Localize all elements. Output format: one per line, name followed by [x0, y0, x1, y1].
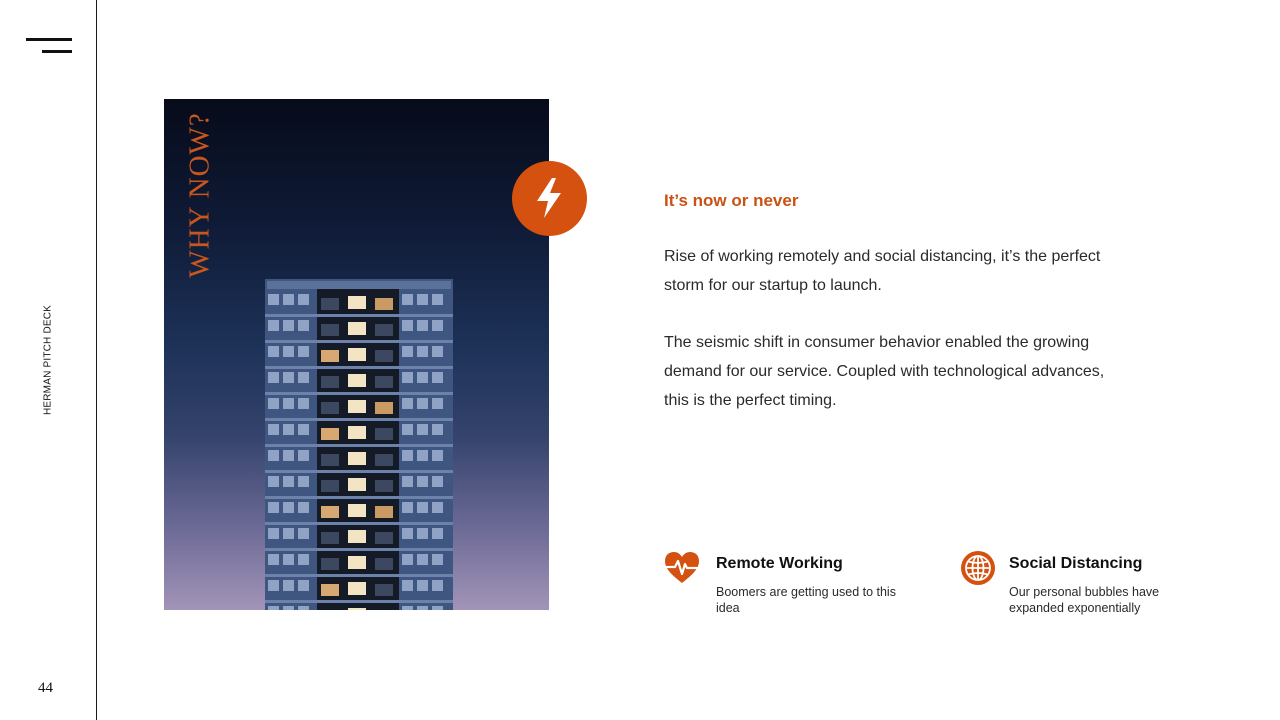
feature-description: Boomers are getting used to this idea: [716, 585, 896, 615]
floor-band: [265, 392, 453, 395]
balcony-window: [321, 480, 339, 492]
floor-band: [265, 366, 453, 369]
window: [268, 294, 279, 305]
lit-window: [348, 348, 366, 361]
balcony-window: [375, 324, 393, 336]
window: [298, 398, 309, 409]
balcony-window: [321, 506, 339, 518]
window: [298, 424, 309, 435]
window: [283, 554, 294, 565]
window: [402, 580, 413, 591]
window: [402, 502, 413, 513]
window: [283, 424, 294, 435]
window: [298, 294, 309, 305]
window: [268, 528, 279, 539]
window: [298, 528, 309, 539]
lit-window: [348, 608, 366, 610]
photo-overlay-title: WHY NOW?: [183, 112, 216, 278]
window: [417, 476, 428, 487]
window: [268, 424, 279, 435]
window: [432, 372, 443, 383]
window: [417, 346, 428, 357]
balcony-window: [321, 376, 339, 388]
window: [402, 372, 413, 383]
window: [268, 606, 279, 610]
window: [417, 398, 428, 409]
balcony-window: [375, 376, 393, 388]
feature-description: Our personal bubbles have expanded exponentially: [1009, 585, 1160, 615]
body-paragraph-1: Rise of working remotely and social distancing, it’s the perfect storm for our startup to launch.: [664, 248, 1101, 294]
window: [432, 554, 443, 565]
window: [417, 580, 428, 591]
floor-band: [265, 522, 453, 525]
window: [298, 320, 309, 331]
window: [402, 424, 413, 435]
window: [432, 424, 443, 435]
window: [402, 450, 413, 461]
balcony-window: [321, 350, 339, 362]
building-photo: [164, 99, 549, 610]
page-number: 44: [38, 680, 53, 696]
window: [432, 346, 443, 357]
window: [268, 502, 279, 513]
window: [298, 476, 309, 487]
lit-window: [348, 478, 366, 491]
window: [298, 502, 309, 513]
balcony-window: [375, 584, 393, 596]
window: [283, 450, 294, 461]
window: [283, 476, 294, 487]
window: [283, 346, 294, 357]
window: [417, 424, 428, 435]
window: [298, 606, 309, 610]
floor-band: [265, 548, 453, 551]
window: [417, 450, 428, 461]
balcony-window: [375, 428, 393, 440]
window: [432, 320, 443, 331]
window: [268, 580, 279, 591]
window: [283, 528, 294, 539]
lit-window: [348, 582, 366, 595]
window: [283, 502, 294, 513]
menu-line-bottom: [42, 50, 72, 53]
balcony-window: [375, 480, 393, 492]
window: [268, 398, 279, 409]
window: [402, 398, 413, 409]
window: [268, 450, 279, 461]
balcony-window: [375, 558, 393, 570]
balcony-window: [375, 298, 393, 310]
section-heading: It’s now or never: [664, 191, 799, 210]
balcony-window: [321, 532, 339, 544]
lit-window: [348, 426, 366, 439]
balcony-window: [321, 298, 339, 310]
lit-window: [348, 530, 366, 543]
building-illustration: [164, 99, 549, 610]
floor-band: [265, 340, 453, 343]
heart-pulse-icon: [664, 550, 700, 586]
window: [432, 580, 443, 591]
globe-icon: [960, 550, 996, 586]
sidebar: [0, 0, 97, 720]
window: [298, 450, 309, 461]
window: [402, 528, 413, 539]
balcony-window: [321, 558, 339, 570]
balcony-window: [321, 428, 339, 440]
balcony-window: [321, 584, 339, 596]
window: [298, 580, 309, 591]
floor-band: [265, 444, 453, 447]
window: [402, 294, 413, 305]
balcony-window: [321, 454, 339, 466]
window: [268, 476, 279, 487]
window: [402, 554, 413, 565]
window: [417, 554, 428, 565]
window: [268, 320, 279, 331]
window: [417, 502, 428, 513]
lit-window: [348, 504, 366, 517]
lightning-badge: [512, 161, 587, 236]
window: [432, 606, 443, 610]
window: [402, 346, 413, 357]
window: [417, 320, 428, 331]
lit-window: [348, 452, 366, 465]
window: [283, 398, 294, 409]
window: [432, 502, 443, 513]
balcony-window: [375, 350, 393, 362]
window: [432, 294, 443, 305]
balcony-window: [321, 402, 339, 414]
lightning-bolt-icon: [534, 178, 564, 218]
window: [283, 294, 294, 305]
window: [268, 346, 279, 357]
window: [417, 372, 428, 383]
window: [402, 476, 413, 487]
window: [283, 372, 294, 383]
window: [417, 294, 428, 305]
balcony-window: [375, 532, 393, 544]
floor-band: [265, 418, 453, 421]
window: [298, 372, 309, 383]
floor-band: [265, 600, 453, 603]
floor-band: [265, 470, 453, 473]
floor-band: [265, 496, 453, 499]
floor-band: [265, 314, 453, 317]
window: [298, 554, 309, 565]
tower-roof: [267, 281, 451, 289]
window: [432, 450, 443, 461]
window: [268, 554, 279, 565]
lit-window: [348, 556, 366, 569]
feature-title: Social Distancing: [1009, 555, 1143, 572]
lit-window: [348, 374, 366, 387]
window: [402, 606, 413, 610]
menu-line-top: [26, 38, 72, 41]
floor-band: [265, 574, 453, 577]
menu-icon[interactable]: [26, 36, 72, 56]
window: [417, 606, 428, 610]
balcony-window: [375, 402, 393, 414]
window: [298, 346, 309, 357]
window: [432, 398, 443, 409]
balcony-window: [321, 324, 339, 336]
balcony-window: [375, 506, 393, 518]
window: [283, 606, 294, 610]
deck-title: HERMAN PITCH DECK: [42, 304, 54, 416]
balcony-window: [375, 454, 393, 466]
body-paragraph-2: The seismic shift in consumer behavior enabled the growing demand for our service. Coupled with technological advances, this is the perfect timing.: [664, 334, 1105, 409]
lit-window: [348, 322, 366, 335]
window: [432, 476, 443, 487]
window: [417, 528, 428, 539]
feature-title: Remote Working: [716, 555, 843, 572]
lit-window: [348, 400, 366, 413]
window: [432, 528, 443, 539]
window: [283, 320, 294, 331]
window: [283, 580, 294, 591]
window: [402, 320, 413, 331]
lit-window: [348, 296, 366, 309]
window: [268, 372, 279, 383]
